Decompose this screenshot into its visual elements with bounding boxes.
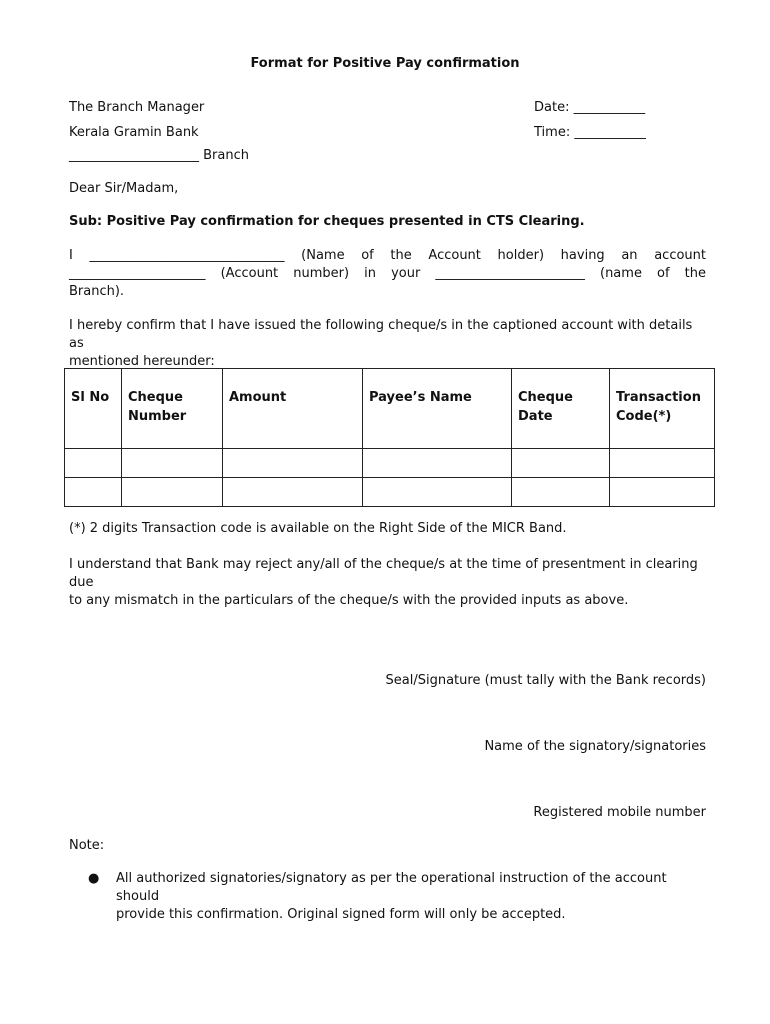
table-cell (512, 478, 610, 507)
addressee-branch-line: ____________________ Branch (69, 148, 249, 163)
header-cheque-number: Cheque Number (122, 369, 223, 449)
mobile-number-label: Registered mobile number (533, 805, 706, 820)
table-header-row (65, 369, 715, 449)
salutation: Dear Sir/Madam, (69, 181, 179, 196)
signatory-name-label: Name of the signatory/signatories (484, 739, 706, 754)
cheque-details-table (64, 368, 715, 507)
subject-line: Sub: Positive Pay confirmation for cheques presented in CTS Clearing. (69, 214, 585, 229)
table-cell (363, 449, 512, 478)
note-bullet-item (88, 870, 702, 924)
footnote: (*) 2 digits Transaction code is available on the Right Side of the MICR Band. (69, 521, 567, 536)
date-field: Date: ___________ (534, 100, 646, 115)
intro-line-3: Branch). (69, 284, 125, 299)
table-cell (610, 478, 715, 507)
confirm-line-1: I hereby confirm that I have issued the following cheque/s in the captioned account with details as (69, 318, 693, 351)
table-cell (610, 449, 715, 478)
page-title: Format for Positive Pay confirmation (250, 56, 520, 71)
note-bullet-line-1: All authorized signatories/signatory as per the operational instruction of the account should (116, 871, 667, 904)
addressee-line-2: Kerala Gramin Bank (69, 125, 199, 140)
table-cell (65, 478, 122, 507)
header-amount: Amount (223, 369, 363, 449)
note-bullet-text (116, 870, 702, 924)
understand-line-2: to any mismatch in the particulars of the cheque/s with the provided inputs as above. (69, 593, 629, 608)
time-field: Time: ___________ (534, 125, 646, 140)
table-cell (363, 478, 512, 507)
table-cell (122, 478, 223, 507)
confirm-paragraph (69, 317, 709, 371)
understand-line-1: I understand that Bank may reject any/all of the cheque/s at the time of presentment in clearing due (69, 557, 698, 590)
confirm-line-2: mentioned hereunder: (69, 354, 215, 369)
bullet-icon: ● (88, 871, 100, 886)
header-transaction-code: Transaction Code(*) (610, 369, 715, 449)
table-cell (65, 449, 122, 478)
addressee-line-1: The Branch Manager (69, 100, 205, 115)
table-cell (512, 449, 610, 478)
header-cheque-date: Cheque Date (512, 369, 610, 449)
table-row (65, 449, 715, 478)
header-sl-no: Sl No (65, 369, 122, 449)
header-payee-name: Payee’s Name (363, 369, 512, 449)
note-bullet-line-2: provide this confirmation. Original signed form will only be accepted. (116, 907, 566, 922)
understand-paragraph (69, 556, 709, 610)
intro-line-2: _____________________ (Account number) in your _______________________ (name of the (69, 266, 706, 281)
intro-paragraph (69, 247, 706, 301)
table-cell (223, 449, 363, 478)
table-cell (223, 478, 363, 507)
intro-line-1: I ______________________________ (Name of the Account holder) having an account (69, 248, 706, 263)
note-label: Note: (69, 838, 105, 853)
seal-signature-label: Seal/Signature (must tally with the Bank records) (385, 673, 706, 688)
table-cell (122, 449, 223, 478)
table-row (65, 478, 715, 507)
